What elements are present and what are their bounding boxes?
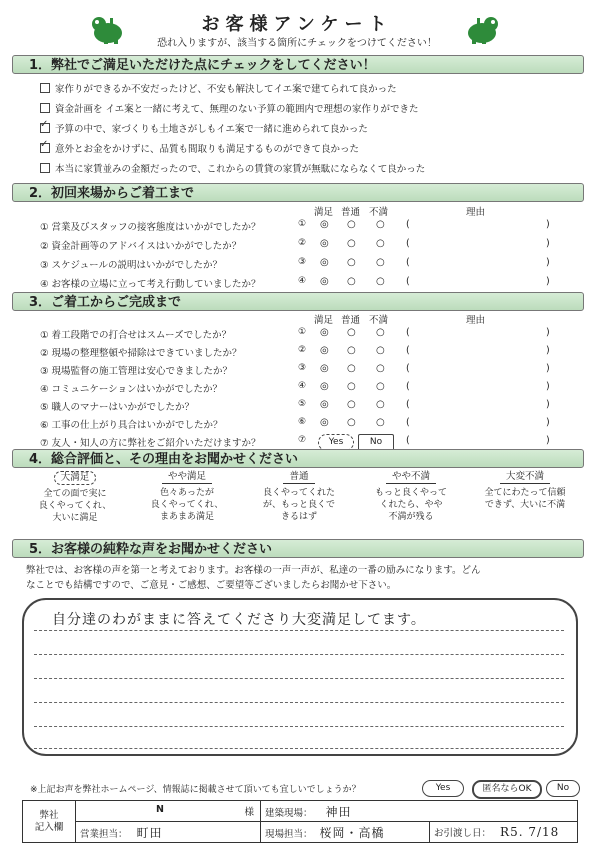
section-2-rows: [40, 219, 560, 295]
checklist-item[interactable]: ✓予算の中で、家づくりも土地さがしもイエ案で一緒に進められて良かった: [40, 121, 425, 141]
comment-line: [34, 678, 564, 679]
radio-normal[interactable]: ○: [347, 417, 356, 428]
radio-satisfied-selected[interactable]: ◎: [320, 327, 329, 338]
customer-name-cell: [76, 801, 261, 822]
handover-cell: [430, 822, 578, 843]
comment-line: [34, 748, 564, 749]
radio-normal[interactable]: ○: [347, 399, 356, 410]
rating-option-very-satisfied[interactable]: 大満足 全ての面で実に 良くやってくれ、 大いに満足: [38, 472, 112, 523]
page-subtitle: 恐れ入りますが、該当する箇所にチェックをつけてください！: [157, 38, 437, 49]
sales-value: 町田: [136, 825, 163, 840]
col-header-normal: 普通: [341, 315, 361, 326]
radio-normal[interactable]: ○: [347, 345, 356, 356]
radio-satisfied-selected[interactable]: ◎: [320, 257, 329, 268]
col-header-satisfied: 満足: [314, 315, 334, 326]
comment-line: [34, 654, 564, 655]
referral-yes-option[interactable]: Yes: [318, 434, 354, 451]
checklist-item[interactable]: 家作りができるか不安だったけど、不安も解決してイエ案で建てられて良かった: [40, 81, 425, 101]
section-5-header: 5．お客様の純粋な声をお聞かせください: [12, 539, 584, 558]
rating-row: ② 資金計画等のアドバイスはいかがでしたか？ ② ◎ ○ ○ ( ): [40, 238, 550, 252]
permission-anonymous-option-selected[interactable]: 匿名ならOK: [472, 780, 542, 799]
radio-satisfied-selected[interactable]: ◎: [320, 345, 329, 356]
sales-cell: [76, 822, 261, 843]
section-2-header: 2．初回来場からご着工まで: [12, 183, 584, 202]
col-header-satisfied: 満足: [314, 207, 334, 218]
comment-line: [34, 726, 564, 727]
rating-row: ④ お客様の立場に立って考え行動していましたか？ ④ ◎ ○ ○ ( ): [40, 276, 550, 290]
radio-normal[interactable]: ○: [347, 363, 356, 374]
section-3-rows: [40, 327, 560, 453]
comment-line: [34, 702, 564, 703]
section-3-header: 3．ご着工からご完成まで: [12, 292, 584, 311]
radio-normal[interactable]: ○: [347, 327, 356, 338]
rating-row: ③ スケジュールの説明はいかがでしたか？ ③ ◎ ○ ○ ( ): [40, 257, 550, 271]
checklist-item[interactable]: 本当に家賃並みの金額だったので、これからの賃貸の家賃が無駄にならなくて良かった: [40, 161, 425, 181]
rating-row: ⑥ 工事の仕上がり具合はいかがでしたか？ ⑥ ◎ ○ ○ ( ): [40, 417, 550, 431]
section-5-intro-line1: 弊社では、お客様の声を第一と考えております。お客様の一声一声が、私達の一番の励みになります。どん: [26, 565, 481, 576]
overall-rating: [22, 471, 582, 531]
rating-row: ② 現場の整理整頓や掃除はできていましたか？ ② ◎ ○ ○ ( ): [40, 345, 550, 359]
radio-satisfied-selected[interactable]: ◎: [320, 417, 329, 428]
col-header-dissatisfied: 不満: [369, 207, 389, 218]
radio-satisfied-selected[interactable]: ◎: [320, 363, 329, 374]
rating-row: ③ 現場監督の施工管理は安心できましたか？ ③ ◎ ○ ○ ( ): [40, 363, 550, 377]
handover-value: R5. 7/18: [500, 825, 560, 839]
company-entry-label: 弊社 記入欄: [23, 801, 76, 843]
radio-dissatisfied[interactable]: ○: [376, 276, 385, 287]
comment-line: [34, 630, 564, 631]
site-staff-value: 桜岡・高橋: [319, 825, 385, 840]
radio-dissatisfied[interactable]: ○: [376, 345, 385, 356]
rating-row: ④ コミュニケーションはいかがでしたか？ ④ ◎ ○ ○ ( ): [40, 381, 550, 395]
section-1-header: 1．弊社でご満足いただけた点にチェックをしてください！: [12, 55, 584, 74]
handover-label: お引渡し日：: [434, 828, 492, 839]
permission-question: ※上記お声を弊社ホームページ、情報誌に掲載させて頂いても宜しいでしょうか？: [30, 785, 361, 795]
checklist-item[interactable]: 資金計画を イエ案と一緒に考えて、無理のない予算の範囲内で理想の家作りができた: [40, 101, 425, 121]
checkbox-checked[interactable]: [40, 123, 50, 133]
radio-normal[interactable]: ○: [347, 257, 356, 268]
radio-dissatisfied[interactable]: ○: [376, 399, 385, 410]
radio-normal[interactable]: ○: [347, 381, 356, 392]
section-4-header: 4．総合評価と、その理由をお聞かせください: [12, 449, 584, 468]
rating-option-normal[interactable]: 普通 良くやってくれた が、もっと良くで きるはず: [262, 471, 335, 522]
section-1-list: [40, 81, 425, 181]
page-title: お客様アンケート: [201, 14, 393, 35]
site-cell: [261, 801, 578, 822]
radio-satisfied-selected[interactable]: ◎: [320, 238, 329, 249]
site-value: 神田: [325, 804, 352, 819]
site-label: 建築現場：: [265, 807, 313, 819]
sales-label: 営業担当：: [80, 828, 128, 840]
radio-satisfied-selected[interactable]: ◎: [320, 219, 329, 230]
rating-row: ① 着工段階での打合せはスムーズでしたか？ ① ◎ ○ ○ ( ): [40, 327, 550, 341]
radio-dissatisfied[interactable]: ○: [376, 381, 385, 392]
section-5-intro-line2: なことでも結構ですので、ご意見・ご感想、ご要望等ございましたらお聞かせ下さい。: [26, 580, 397, 591]
rating-row: ① 営業及びスタッフの接客態度はいかがでしたか？ ① ◎ ○ ○ ( ): [40, 219, 550, 233]
site-staff-cell: [261, 822, 430, 843]
col-header-reason: 理由: [466, 315, 486, 326]
radio-dissatisfied[interactable]: ○: [376, 219, 385, 230]
col-header-normal: 普通: [341, 207, 361, 218]
rating-option-very-dissatisfied[interactable]: 大変不満 全てにわたって信頼 できず、大いに不満: [484, 471, 566, 510]
radio-dissatisfied[interactable]: ○: [376, 257, 385, 268]
staff-table: [22, 800, 578, 843]
referral-no-option[interactable]: No: [358, 434, 394, 451]
permission-no-option[interactable]: No: [546, 780, 580, 797]
radio-normal[interactable]: ○: [347, 219, 356, 230]
radio-dissatisfied[interactable]: ○: [376, 327, 385, 338]
checkbox[interactable]: [40, 103, 50, 113]
permission-yes-option[interactable]: Yes: [422, 780, 464, 797]
radio-satisfied-selected[interactable]: ◎: [320, 399, 329, 410]
radio-normal[interactable]: ○: [347, 276, 356, 287]
radio-dissatisfied[interactable]: ○: [376, 238, 385, 249]
customer-comment: 自分達のわがままに答えてくださり大変満足してます。: [52, 612, 426, 628]
checkbox[interactable]: [40, 163, 50, 173]
rating-option-somewhat-dissatisfied[interactable]: やや不満 もっと良くやって くれたら、やや 不満が残る: [374, 471, 447, 522]
checklist-item[interactable]: ✓意外とお金をかけずに、品質も間取りも満足するものができて良かった: [40, 141, 425, 161]
checkbox-checked[interactable]: [40, 143, 50, 153]
radio-dissatisfied[interactable]: ○: [376, 417, 385, 428]
radio-normal[interactable]: ○: [347, 238, 356, 249]
col-header-reason: 理由: [466, 207, 486, 218]
radio-dissatisfied[interactable]: ○: [376, 363, 385, 374]
col-header-dissatisfied: 不満: [369, 315, 389, 326]
radio-satisfied-selected[interactable]: ◎: [320, 381, 329, 392]
radio-satisfied-selected[interactable]: ◎: [320, 276, 329, 287]
rating-row-referral: ⑦ 友人・知人の方に弊社をご紹介いただけますか？ ⑦ Yes No ( ): [40, 435, 550, 449]
customer-name: N: [156, 804, 164, 815]
rating-option-somewhat-satisfied[interactable]: やや満足 色々あったが 良くやってくれ、 まあまあ満足: [150, 471, 224, 522]
checkbox[interactable]: [40, 83, 50, 93]
rating-row: ⑤ 職人のマナーはいかがでしたか？ ⑤ ◎ ○ ○ ( ): [40, 399, 550, 413]
site-staff-label: 現場担当：: [265, 828, 313, 840]
sama-label: 様: [244, 807, 254, 818]
